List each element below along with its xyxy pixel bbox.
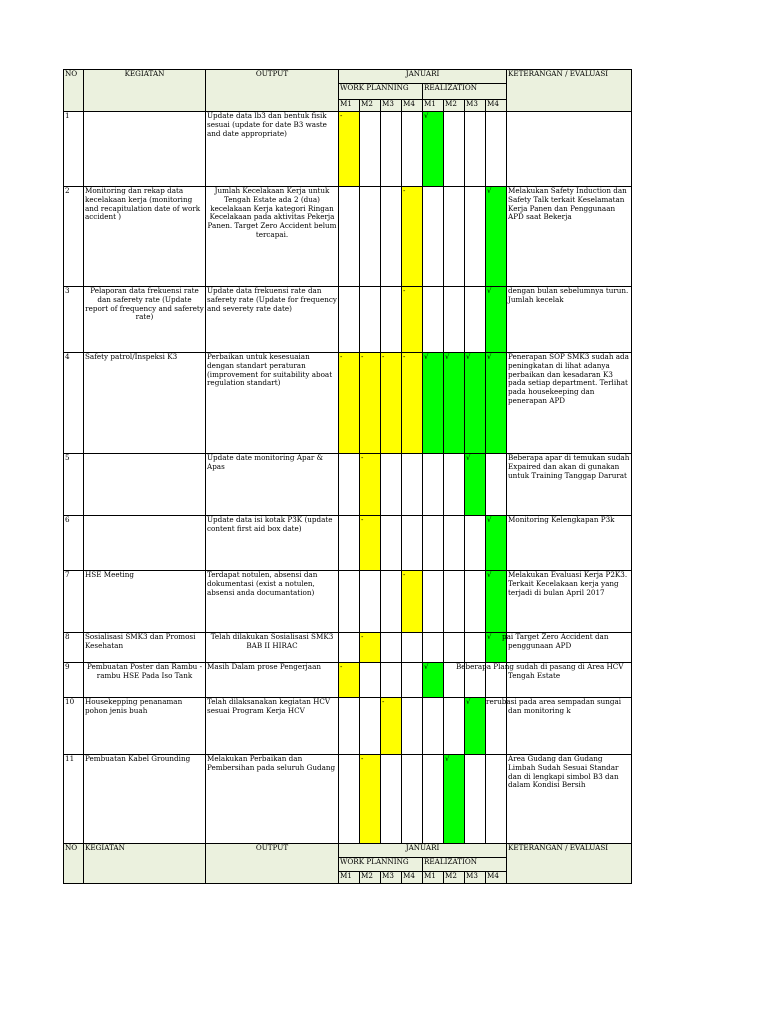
real-week-4-cell bbox=[486, 353, 507, 454]
table-row bbox=[64, 287, 632, 353]
week-header-plan-m4: M4 bbox=[402, 872, 423, 884]
plan-week-2-cell bbox=[360, 698, 381, 755]
real-week-2-cell bbox=[444, 516, 465, 571]
week-header-real-m4: M4 bbox=[486, 872, 507, 884]
real-week-3-cell bbox=[465, 633, 486, 663]
plan-week-3-cell bbox=[381, 516, 402, 571]
real-week-1-cell bbox=[423, 353, 444, 454]
table-row bbox=[64, 353, 632, 454]
row-output: Telah dilaksanakan kegiatan HCV sesuai Program Kerja HCV bbox=[206, 698, 339, 755]
real-week-2-cell bbox=[444, 112, 465, 187]
week-header-plan-m3: M3 bbox=[381, 100, 402, 112]
real-week-3-cell bbox=[465, 112, 486, 187]
real-week-3-cell bbox=[465, 698, 486, 755]
row-number: 11 bbox=[64, 755, 84, 844]
row-kegiatan: Pelaporan data frekuensi rate dan saferety rate (Update report of frequency and saferety rate) bbox=[84, 287, 206, 353]
k3-program-table bbox=[63, 69, 632, 884]
week-header-real-m3: M3 bbox=[465, 100, 486, 112]
footer-header-output: OUTPUT bbox=[206, 844, 339, 884]
plan-week-2-cell bbox=[360, 571, 381, 633]
real-week-4-cell bbox=[486, 571, 507, 633]
plan-mark: - bbox=[403, 287, 406, 295]
plan-week-3-cell bbox=[381, 633, 402, 663]
col-header-keterangan: KETERANGAN / EVALUASI bbox=[507, 70, 632, 112]
row-kegiatan: Housekepping penanaman pohon jenis buah bbox=[84, 698, 206, 755]
real-week-1-cell bbox=[423, 287, 444, 353]
week-header-plan-m2: M2 bbox=[360, 100, 381, 112]
row-output: Update data lb3 dan bentuk fisik sesuai (update for date B3 waste and date appropriate) bbox=[206, 112, 339, 187]
row-output: Update data frekuensi rate dan saferety rate (Update for frequency and severety rate date) bbox=[206, 287, 339, 353]
real-week-2-cell bbox=[444, 698, 465, 755]
col-header-month: JANUARI bbox=[339, 70, 507, 84]
plan-week-4-cell bbox=[402, 633, 423, 663]
plan-week-3-cell bbox=[381, 187, 402, 287]
week-header-plan-m1: M1 bbox=[339, 872, 360, 884]
plan-mark: - bbox=[361, 516, 364, 524]
plan-week-2-cell bbox=[360, 187, 381, 287]
table-row bbox=[64, 187, 632, 287]
plan-mark: - bbox=[340, 663, 343, 671]
plan-week-3-cell bbox=[381, 571, 402, 633]
plan-week-4-cell bbox=[402, 187, 423, 287]
row-number: 7 bbox=[64, 571, 84, 633]
plan-week-4-cell bbox=[402, 698, 423, 755]
col-header-realization: REALIZATION bbox=[423, 84, 507, 100]
real-check-mark: √ bbox=[487, 287, 492, 295]
plan-week-1-cell bbox=[339, 633, 360, 663]
real-week-3-cell bbox=[465, 187, 486, 287]
plan-week-1-cell bbox=[339, 112, 360, 187]
plan-mark: - bbox=[361, 454, 364, 462]
row-keterangan: Beberapa Plang sudah di pasang di Area HCV Tengah Estate bbox=[507, 663, 632, 698]
plan-week-2-cell bbox=[360, 353, 381, 454]
real-check-mark: √ bbox=[487, 516, 492, 524]
spreadsheet bbox=[63, 69, 631, 935]
week-header-real-m3: M3 bbox=[465, 872, 486, 884]
row-number: 10 bbox=[64, 698, 84, 755]
row-output: Jumlah Kecelakaan Kerja untuk Tengah Estate ada 2 (dua) kecelakaan Kerja kategori Ringan Kecelakaan pada aktivitas Pekerja Panen. Target Zero Accident belum tercapai. bbox=[206, 187, 339, 287]
real-week-1-cell bbox=[423, 663, 444, 698]
row-kegiatan: HSE Meeting bbox=[84, 571, 206, 633]
real-check-mark: √ bbox=[424, 353, 429, 361]
real-week-3-cell bbox=[465, 287, 486, 353]
footer-header-month: JANUARI bbox=[339, 844, 507, 858]
real-check-mark: √ bbox=[445, 353, 450, 361]
plan-week-1-cell bbox=[339, 571, 360, 633]
real-week-2-cell bbox=[444, 454, 465, 516]
table-row bbox=[64, 516, 632, 571]
plan-week-1-cell bbox=[339, 287, 360, 353]
week-header-real-m2: M2 bbox=[444, 100, 465, 112]
plan-week-4-cell bbox=[402, 353, 423, 454]
row-output: Masih Dalam prose Pengerjaan bbox=[206, 663, 339, 698]
plan-mark: - bbox=[340, 112, 343, 120]
row-keterangan: rerubasi pada area sempadan sungai dan monitoring k bbox=[507, 698, 632, 755]
row-keterangan: Beberapa apar di temukan sudah Expaired dan akan di gunakan untuk Training Tanggap Darurat bbox=[507, 454, 632, 516]
footer-header-kegiatan: KEGIATAN bbox=[84, 844, 206, 884]
plan-week-4-cell bbox=[402, 516, 423, 571]
real-week-2-cell bbox=[444, 633, 465, 663]
row-kegiatan: Monitoring dan rekap data kecelakaan kerja (monitoring and recapitulation date of work accident ) bbox=[84, 187, 206, 287]
footer-header-no: NO bbox=[64, 844, 84, 884]
real-week-2-cell bbox=[444, 755, 465, 844]
plan-mark: - bbox=[382, 353, 385, 361]
row-number: 8 bbox=[64, 633, 84, 663]
plan-mark: - bbox=[361, 353, 364, 361]
plan-mark: - bbox=[382, 698, 385, 706]
plan-mark: - bbox=[403, 353, 406, 361]
plan-week-2-cell bbox=[360, 516, 381, 571]
week-header-plan-m4: M4 bbox=[402, 100, 423, 112]
week-header-plan-m1: M1 bbox=[339, 100, 360, 112]
real-week-2-cell bbox=[444, 287, 465, 353]
week-header-real-m2: M2 bbox=[444, 872, 465, 884]
real-week-3-cell bbox=[465, 755, 486, 844]
row-kegiatan: Pembuatan Poster dan Rambu - rambu HSE Pada Iso Tank bbox=[84, 663, 206, 698]
col-header-output: OUTPUT bbox=[206, 70, 339, 112]
plan-week-4-cell bbox=[402, 287, 423, 353]
row-keterangan: Melakukan Safety Induction dan Safety Talk terkait Keselamatan Kerja Panen dan Penggunaan APD saat Bekerja bbox=[507, 187, 632, 287]
real-week-4-cell bbox=[486, 755, 507, 844]
row-number: 4 bbox=[64, 353, 84, 454]
plan-mark: - bbox=[403, 571, 406, 579]
real-check-mark: √ bbox=[466, 353, 471, 361]
plan-mark: - bbox=[403, 187, 406, 195]
row-kegiatan: Safety patrol/Inspeksi K3 bbox=[84, 353, 206, 454]
table-row bbox=[64, 755, 632, 844]
row-output: Terdapat notulen, absensi dan dokumentasi (exist a notulen, absensi anda documantation) bbox=[206, 571, 339, 633]
plan-week-4-cell bbox=[402, 663, 423, 698]
real-check-mark: √ bbox=[487, 187, 492, 195]
table-row bbox=[64, 454, 632, 516]
real-week-4-cell bbox=[486, 516, 507, 571]
plan-week-2-cell bbox=[360, 755, 381, 844]
plan-week-1-cell bbox=[339, 698, 360, 755]
week-header-plan-m3: M3 bbox=[381, 872, 402, 884]
plan-week-1-cell bbox=[339, 353, 360, 454]
real-check-mark: √ bbox=[445, 755, 450, 763]
footer-header-work-planning: WORK PLANNING bbox=[339, 858, 423, 872]
real-week-3-cell bbox=[465, 571, 486, 633]
row-keterangan: Penerapan SOP SMK3 sudah ada peningkatan di lihat adanya perbaikan dan kesadaran K3 pada setiap department. Terlihat pada housekeeping dan penerapan APD bbox=[507, 353, 632, 454]
plan-mark: - bbox=[361, 755, 364, 763]
plan-week-2-cell bbox=[360, 454, 381, 516]
row-number: 9 bbox=[64, 663, 84, 698]
plan-week-4-cell bbox=[402, 112, 423, 187]
plan-week-2-cell bbox=[360, 663, 381, 698]
col-header-no: NO bbox=[64, 70, 84, 112]
plan-week-4-cell bbox=[402, 571, 423, 633]
plan-week-1-cell bbox=[339, 755, 360, 844]
real-week-2-cell bbox=[444, 353, 465, 454]
row-output: Update date monitoring Apar & Apas bbox=[206, 454, 339, 516]
real-check-mark: √ bbox=[424, 112, 429, 120]
real-week-3-cell bbox=[465, 454, 486, 516]
plan-week-3-cell bbox=[381, 287, 402, 353]
row-kegiatan: Pembuatan Kabel Grounding bbox=[84, 755, 206, 844]
plan-week-3-cell bbox=[381, 755, 402, 844]
plan-week-1-cell bbox=[339, 187, 360, 287]
row-number: 2 bbox=[64, 187, 84, 287]
real-week-1-cell bbox=[423, 187, 444, 287]
table-row bbox=[64, 112, 632, 187]
real-week-1-cell bbox=[423, 633, 444, 663]
row-keterangan: Area Gudang dan Gudang Limbah Sudah Sesuai Standar dan di lengkapi simbol B3 dan dalam Kondisi Bersih bbox=[507, 755, 632, 844]
footer-header-realization: REALIZATION bbox=[423, 858, 507, 872]
table-row bbox=[64, 698, 632, 755]
real-week-1-cell bbox=[423, 698, 444, 755]
col-header-work-planning: WORK PLANNING bbox=[339, 84, 423, 100]
real-week-4-cell bbox=[486, 454, 507, 516]
footer-header-keterangan: KETERANGAN / EVALUASI bbox=[507, 844, 632, 884]
row-number: 5 bbox=[64, 454, 84, 516]
real-week-3-cell bbox=[465, 516, 486, 571]
real-week-4-cell bbox=[486, 112, 507, 187]
real-week-2-cell bbox=[444, 571, 465, 633]
plan-week-4-cell bbox=[402, 454, 423, 516]
row-keterangan bbox=[507, 112, 632, 187]
real-week-1-cell bbox=[423, 755, 444, 844]
plan-week-1-cell bbox=[339, 516, 360, 571]
row-kegiatan bbox=[84, 516, 206, 571]
real-week-3-cell bbox=[465, 353, 486, 454]
row-number: 6 bbox=[64, 516, 84, 571]
week-header-real-m1: M1 bbox=[423, 100, 444, 112]
real-check-mark: √ bbox=[466, 698, 471, 706]
plan-week-1-cell bbox=[339, 663, 360, 698]
plan-week-2-cell bbox=[360, 112, 381, 187]
real-week-2-cell bbox=[444, 187, 465, 287]
plan-week-2-cell bbox=[360, 287, 381, 353]
real-check-mark: √ bbox=[424, 663, 429, 671]
plan-week-3-cell bbox=[381, 112, 402, 187]
week-header-real-m4: M4 bbox=[486, 100, 507, 112]
real-check-mark: √ bbox=[487, 633, 492, 641]
row-kegiatan bbox=[84, 112, 206, 187]
real-week-1-cell bbox=[423, 516, 444, 571]
real-week-1-cell bbox=[423, 571, 444, 633]
real-week-1-cell bbox=[423, 454, 444, 516]
real-week-1-cell bbox=[423, 112, 444, 187]
row-output: Melakukan Perbaikan dan Pembersihan pada seluruh Gudang bbox=[206, 755, 339, 844]
real-week-4-cell bbox=[486, 287, 507, 353]
table-row bbox=[64, 571, 632, 633]
row-number: 1 bbox=[64, 112, 84, 187]
row-keterangan: Melakukan Evaluasi Kerja P2K3. Terkait Kecelakaan kerja yang terjadi di bulan April 2017 bbox=[507, 571, 632, 633]
row-output: Telah dilakukan Sosialisasi SMK3 BAB II HIRAC bbox=[206, 633, 339, 663]
row-kegiatan: Sosialisasi SMK3 dan Promosi Kesehatan bbox=[84, 633, 206, 663]
real-check-mark: √ bbox=[466, 454, 471, 462]
table-row bbox=[64, 633, 632, 663]
row-output: Update data isi kotak P3K (update content first aid box date) bbox=[206, 516, 339, 571]
week-header-plan-m2: M2 bbox=[360, 872, 381, 884]
plan-mark: - bbox=[361, 633, 364, 641]
row-number: 3 bbox=[64, 287, 84, 353]
plan-week-1-cell bbox=[339, 454, 360, 516]
plan-week-4-cell bbox=[402, 755, 423, 844]
row-keterangan: pai Target Zero Accident dan penggunaan APD bbox=[507, 633, 632, 663]
plan-week-3-cell bbox=[381, 663, 402, 698]
real-check-mark: √ bbox=[487, 353, 492, 361]
row-output: Perbaikan untuk kesesuaian dengan standart peraturan (improvement for suitability aboat regulation standart) bbox=[206, 353, 339, 454]
plan-week-3-cell bbox=[381, 454, 402, 516]
real-check-mark: √ bbox=[487, 571, 492, 579]
real-week-4-cell bbox=[486, 187, 507, 287]
row-kegiatan bbox=[84, 454, 206, 516]
plan-mark: - bbox=[340, 353, 343, 361]
table-row bbox=[64, 663, 632, 698]
col-header-kegiatan: KEGIATAN bbox=[84, 70, 206, 112]
week-header-real-m1: M1 bbox=[423, 872, 444, 884]
plan-week-3-cell bbox=[381, 353, 402, 454]
row-keterangan: dengan bulan sebelumnya turun. Jumlah kecelak bbox=[507, 287, 632, 353]
plan-week-2-cell bbox=[360, 633, 381, 663]
plan-week-3-cell bbox=[381, 698, 402, 755]
row-keterangan: Monitoring Kelengkapan P3k bbox=[507, 516, 632, 571]
